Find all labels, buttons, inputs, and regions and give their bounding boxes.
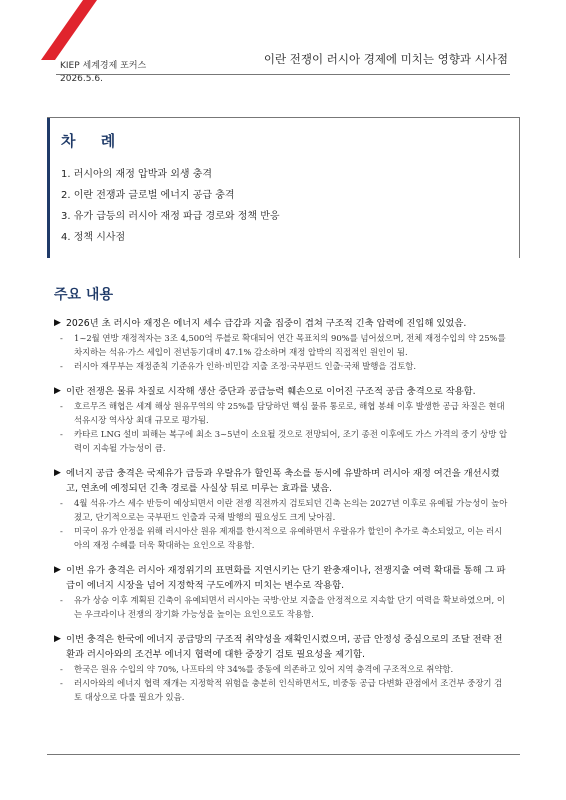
- dash-bullet-icon: -: [60, 361, 63, 371]
- triangle-bullet-icon: ▶: [54, 386, 61, 396]
- summary-headline: [54, 466, 510, 496]
- dash-bullet-icon: -: [60, 401, 63, 411]
- summary-detail: [56, 676, 510, 704]
- publication-date: 2026.5.6.: [60, 74, 103, 84]
- summary-detail: [56, 399, 510, 427]
- header-publisher: [60, 60, 146, 86]
- content-bottom-rule: [47, 754, 520, 755]
- headline-text: 2026년 초 러시아 재정은 에너지 세수 급감과 지출 집중이 겹쳐 구조적 긴축 압력에 진입해 있었음.: [66, 318, 467, 329]
- summary-content: [54, 316, 510, 715]
- dash-bullet-icon: -: [60, 429, 63, 439]
- summary-headline: [54, 563, 510, 593]
- detail-text: 4월 석유·가스 세수 반등이 예상되면서 이란 전쟁 직전까지 검토되던 긴축 논의는 2027년 이후로 유예될 가능성이 높아졌고, 단기적으로는 국부펀드 인출과 국채 발행의 필요성도 크게 낮아짐.: [74, 498, 508, 522]
- detail-text: 호르무즈 해협은 세계 해상 원유무역의 약 25%를 담당하던 핵심 물류 통로로, 해협 봉쇄 이후 발생한 공급 차질은 현대 석유시장 역사상 최대 규모로 평가됨.: [74, 401, 505, 425]
- summary-detail: [56, 331, 510, 359]
- headline-text: 이번 충격은 한국에 에너지 공급망의 구조적 취약성을 재확인시켰으며, 공급 안정성 중심으로의 조달 전략 전환과 러시아와의 조건부 에너지 협력에 대한 중장기 검토 필요성을 제기함.: [66, 634, 503, 660]
- triangle-bullet-icon: ▶: [54, 468, 61, 478]
- summary-detail: [56, 427, 510, 455]
- summary-detail: [56, 496, 510, 524]
- summary-block: [54, 316, 510, 373]
- dash-bullet-icon: -: [60, 498, 63, 508]
- summary-headline: [54, 316, 510, 331]
- summary-detail: [56, 662, 510, 676]
- headline-text: 에너지 공급 충격은 국제유가 급등과 우랄유가 할인폭 축소를 동시에 유발하며 러시아 재정 여건을 개선시켰고, 연초에 예정되던 긴축 경로를 사실상 뒤로 미루는 효과를 냈음.: [66, 468, 500, 494]
- report-title: 이란 전쟁이 러시아 경제에 미치는 영향과 시사점: [263, 52, 508, 66]
- summary-title: 주요 내용: [54, 287, 113, 303]
- dash-bullet-icon: -: [60, 595, 63, 605]
- detail-text: 미국이 유가 안정을 위해 러시아산 원유 제재를 한시적으로 유예하면서 우랄유가 할인이 추가로 축소되었고, 이는 러시아의 재정 수혜를 더욱 확대하는 요인으로 작용함.: [74, 526, 503, 550]
- toc-item: 2. 이란 전쟁과 글로벌 에너지 공급 충격: [61, 190, 235, 201]
- toc-title: 차 례: [61, 132, 126, 150]
- dash-bullet-icon: -: [60, 333, 63, 343]
- kiep-logo-stripe: [41, 0, 97, 60]
- summary-detail: [56, 359, 510, 373]
- toc-list: [61, 164, 280, 248]
- summary-block: [54, 384, 510, 455]
- detail-text: 1~2월 연방 재정적자는 3조 4,500억 루블로 확대되어 연간 목표치의 90%를 넘어섰으며, 전체 재정수입의 약 25%를 차지하는 석유·가스 세입이 전년동기대비 47.1% 감소하며 재정 압박의 직접적인 원인이 됨.: [74, 333, 506, 357]
- summary-block: [54, 466, 510, 552]
- summary-block: [54, 563, 510, 621]
- triangle-bullet-icon: ▶: [54, 565, 61, 575]
- detail-text: 카타르 LNG 설비 피해는 복구에 최소 3~5년이 소요될 것으로 전망되어, 조기 종전 이후에도 가스 가격의 중기 상방 압력이 지속될 가능성이 큼.: [74, 429, 508, 453]
- detail-text: 유가 상승 이후 계획된 긴축이 유예되면서 러시아는 국방·안보 지출을 안정적으로 지속할 단기 여력을 확보하였으며, 이는 우크라이나 전쟁의 장기화 가능성을 높이는 요인으로도 작용함.: [74, 595, 505, 619]
- dash-bullet-icon: -: [60, 526, 63, 536]
- detail-text: 러시아 재무부는 재정준칙 기준유가 인하·비민감 지출 조정·국부펀드 인출·국채 발행을 검토함.: [74, 361, 417, 371]
- toc-item: 1. 러시아의 재정 압박과 외생 충격: [61, 169, 213, 180]
- headline-text: 이란 전쟁은 물류 차질로 시작해 생산 중단과 공급능력 훼손으로 이어진 구조적 공급 충격으로 작용함.: [66, 386, 476, 397]
- summary-headline: [54, 384, 510, 399]
- headline-text: 이번 유가 충격은 러시아 재정위기의 표면화를 지연시키는 단기 완충재이나, 전쟁지출 여력 확대를 통해 그 파급이 에너지 시장을 넘어 지정학적 구도에까지 미치는 변수로 작용함.: [66, 565, 506, 591]
- toc-item: 4. 정책 시사점: [61, 232, 126, 243]
- toc-item: 3. 유가 급등의 러시아 재정 파급 경로와 정책 반응: [61, 211, 280, 222]
- triangle-bullet-icon: ▶: [54, 634, 61, 644]
- summary-block: [54, 632, 510, 704]
- detail-text: 러시아와의 에너지 협력 재개는 지정학적 위험을 충분히 인식하면서도, 비중동 공급 다변화 관점에서 조건부 중장기 검토 대상으로 다룰 필요가 있음.: [74, 678, 503, 702]
- summary-detail: [56, 593, 510, 621]
- detail-text: 한국은 원유 수입의 약 70%, 나프타의 약 34%를 중동에 의존하고 있어 지역 충격에 구조적으로 취약함.: [74, 664, 454, 674]
- publisher-name: KIEP 세계경제 포커스: [60, 61, 147, 71]
- header-divider: [56, 74, 510, 75]
- table-of-contents: [47, 117, 520, 258]
- summary-detail: [56, 524, 510, 552]
- dash-bullet-icon: -: [60, 664, 63, 674]
- dash-bullet-icon: -: [60, 678, 63, 688]
- toc-accent-bar: [47, 118, 50, 258]
- summary-headline: [54, 632, 510, 662]
- triangle-bullet-icon: ▶: [54, 318, 61, 328]
